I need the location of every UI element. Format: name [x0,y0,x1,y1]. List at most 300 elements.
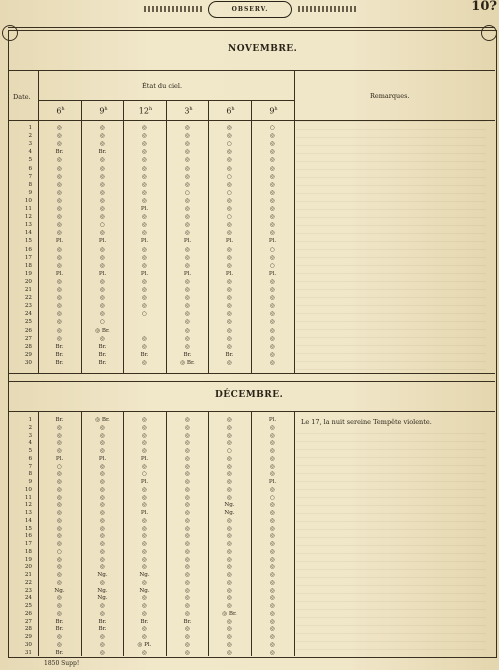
sky-observation: Br. [55,618,64,625]
sky-observation: ◎ [270,448,275,454]
sky-observation: ◎ [270,295,275,302]
day-number: 26 [24,327,32,334]
hour-header [82,106,125,116]
sky-observation: ◎ [100,133,105,140]
sky-observation: ◎ [185,206,190,212]
day-number: 11 [24,494,32,501]
sky-observation: ◎ [57,494,62,501]
sky-observation: ◎ [142,173,147,180]
sky-observation: ◎ [270,564,275,571]
col-rule [294,411,295,656]
sky-observation: ◎ [227,641,232,648]
sky-observation: ◎ [227,479,232,485]
sky-observation: ◎ [142,335,147,342]
sky-observation: ◎ [142,189,147,196]
sky-observation: ◎ [57,141,62,148]
sky-observation: ◎ [185,486,190,493]
sky-observation: ◎ [142,463,147,470]
sky-observation: ◎ [100,556,105,563]
sky-observation: ◎ [227,246,232,253]
sky-observation: ○ [100,319,105,326]
sky-observation: ◎ [185,295,190,302]
day-number: 19 [24,556,32,563]
sky-observation: ◎ [227,206,232,212]
sky-observation: ◎ [185,149,190,156]
sky-observation: ◎ [185,641,190,648]
sky-observation: ◎ [270,517,275,524]
sky-observation: ◎ [142,541,147,547]
sky-observation: ○ [227,173,232,180]
sky-observation: ◎ [270,222,275,229]
sky-observation: ◎ [270,533,275,540]
sky-observation: ◎ [185,595,190,602]
day-number: 2 [28,424,32,431]
sky-observation: ◎ [227,157,232,164]
day-number: 30 [24,359,32,366]
sky-observation: ◎ [270,165,275,172]
sky-observation: ◎ [57,181,62,188]
day-number: 28 [24,343,32,350]
day-number: 10 [24,486,32,493]
sky-observation: Pl. [268,270,277,277]
sky-observation: ◎ [185,525,190,532]
sky-observation: ◎ [100,206,105,212]
sky-observation: ◎ [142,432,147,439]
sky-observation: ◎ [185,564,190,571]
sky-observation: ○ [185,189,190,196]
page-header-ornament [140,0,360,20]
sky-observation: ◎ [100,173,105,180]
day-number: 20 [24,564,32,571]
sky-observation: ○ [270,262,275,269]
sky-observation: ○ [227,189,232,196]
sky-observation: ◎ [142,548,147,555]
sky-observation: Br. [55,351,64,358]
remarks-ruling-dec [296,430,486,650]
sky-observation: ◎ [57,222,62,229]
hour-value: 9 [99,106,105,116]
hour-header [252,106,295,116]
sky-observation: ◎ [57,595,62,602]
sky-observation: ◎ [142,303,147,310]
sky-observation: Br. [140,351,149,358]
sky-observation: Pl. [268,479,277,485]
sky-observation: ◎ [100,541,105,547]
sky-observation: Br. [183,351,192,358]
sky-observation: Pl. [140,238,149,245]
sky-observation: ◎ [270,133,275,140]
month-title-november: NOVEMBRE. [228,44,298,54]
day-number: 4 [28,440,32,447]
sky-observation: ◎ [270,432,275,439]
day-number: 27 [24,618,32,625]
sky-observation: ◎ [270,278,275,285]
sky-observation: ◎ [185,479,190,485]
sky-observation: ◎ [142,486,147,493]
ornament-right [298,6,356,12]
sky-observation: ◎ [227,548,232,555]
sky-observation: ◎ [142,359,147,366]
day-number: 21 [24,287,32,293]
sky-observation: Pl. [225,238,234,245]
sky-observation: ◎ [142,214,147,221]
rule [8,381,495,382]
sky-observation: ◎ [185,278,190,285]
day-number: 1 [28,417,32,423]
sky-observation: ◎ [142,287,147,293]
day-number: 9 [28,479,32,485]
sky-observation: ◎ [270,424,275,431]
hour-unit: h [104,106,108,112]
sky-observation: ◎ [185,502,190,509]
sky-observation: ◎ [142,417,147,423]
day-number: 15 [24,238,32,245]
sky-observation: ◎ [142,634,147,640]
sky-observation: Pl. [140,510,149,516]
sky-observation: ◎ [227,587,232,594]
hour-unit: h [274,106,278,112]
sky-observation: ◎ [270,610,275,617]
sky-observation: ◎ [185,311,190,318]
sky-observation: ◎ [185,649,190,656]
sky-observation: ◎ [142,448,147,454]
sky-observation: Pl. [98,270,107,277]
sky-observation: ◎ [227,303,232,310]
sky-observation: ◎ [227,278,232,285]
sky-observation: ◎ [185,157,190,164]
sky-observation: Br. [98,359,107,366]
hour-unit: h [231,106,235,112]
day-number: 16 [24,533,32,540]
day-number: 3 [28,141,32,148]
sky-observation: ◎ [227,463,232,470]
sky-observation: ○ [57,548,62,555]
sky-observation: ◎ [185,125,190,131]
sky-observation: ○ [100,222,105,229]
sky-observation: ◎ [100,432,105,439]
sky-observation: ◎ [227,556,232,563]
day-number: 1 [28,125,32,131]
sky-observation: Pl. [55,455,64,462]
december-remark: Le 17, la nuit sereine Tempête violente. [301,418,432,426]
sky-observation: ◎ [142,197,147,204]
sky-observation: ◎ [57,502,62,509]
sky-observation: ◎ [142,125,147,131]
sky-observation: ◎ [227,595,232,602]
sky-observation: ◎ [185,287,190,293]
sky-observation: ◎ [57,165,62,172]
sky-observation: ◎ [57,579,62,586]
sky-observation: ◎ [142,165,147,172]
sky-observation: ◎ [185,230,190,237]
remarks-header: Remarques. [370,92,410,100]
sky-observation: Ng. [139,587,150,594]
sky-observation: ◎ [185,510,190,516]
sky-observation: ◎ [142,295,147,302]
sky-observation: Br. [98,351,107,358]
sky-observation: ◎ [270,455,275,462]
sky-observation: ◎ [57,173,62,180]
sky-observation: Pl. [183,238,192,245]
sky-observation: ◎ [185,533,190,540]
sky-observation: ◎ [227,432,232,439]
day-number: 18 [24,262,32,269]
sky-observation: ◎ [142,246,147,253]
sky-observation: Ng. [54,587,65,594]
sky-observation: ◎ [185,610,190,617]
sky-observation: ◎ [100,165,105,172]
sky-observation: ○ [227,141,232,148]
sky-observation: ◎ [100,197,105,204]
sky-observation: ◎ [185,587,190,594]
sky-observation: ◎ [57,287,62,293]
sky-observation: ◎ [142,278,147,285]
sky-observation: ◎ [100,641,105,648]
sky-observation: ◎ [142,533,147,540]
sky-observation: ◎ [142,222,147,229]
sky-observation: ◎ [100,564,105,571]
hour-unit: h [148,106,153,112]
sky-observation: ◎ [100,335,105,342]
day-number: 12 [24,214,32,221]
sky-observation: ◎ [185,262,190,269]
sky-observation: ◎ [185,197,190,204]
rule [8,70,495,71]
day-number: 13 [24,510,32,516]
day-number: 28 [24,626,32,633]
sky-observation: ◎ [227,440,232,447]
date-header: Date. [13,93,31,101]
day-number: 29 [24,634,32,640]
sky-observation: ◎ [227,525,232,532]
sky-observation: ◎ [57,432,62,439]
sky-observation: ◎ [142,603,147,609]
sky-observation: ◎ [270,173,275,180]
sky-observation: ◎ [185,319,190,326]
sky-observation: ◎ [227,603,232,609]
day-number: 14 [24,230,32,237]
day-number: 18 [24,548,32,555]
sky-observation: ◎ [100,502,105,509]
sky-observation: ◎ [142,649,147,656]
sky-observation: ◎ [57,556,62,563]
sky-observation: ◎ [142,525,147,532]
sky-observation: ◎ [100,634,105,640]
day-number: 5 [28,448,32,454]
sky-observation: ◎ [57,533,62,540]
sky-observation: ◎ [57,471,62,478]
remarks-ruling-nov [296,120,486,370]
sky-observation: ◎ [57,189,62,196]
sky-observation: ◎ [227,222,232,229]
sky-observation: ◎ [185,471,190,478]
sky-observation: Pl. [140,206,149,212]
day-number: 16 [24,246,32,253]
hour-value: 3 [184,106,190,116]
sky-observation: ◎ [57,424,62,431]
month-title-december: DÉCEMBRE. [215,390,284,400]
day-number: 8 [28,181,32,188]
sky-observation: ◎ [100,463,105,470]
sky-observation: ◎ [227,359,232,366]
sky-observation: ◎ [270,149,275,156]
day-number: 27 [24,335,32,342]
sky-observation: ◎ [57,311,62,318]
sky-observation: ◎ [227,564,232,571]
hour-value: 6 [56,106,62,116]
sky-observation: Pl. [225,270,234,277]
day-number: 6 [28,455,32,462]
sky-observation: ◎ [227,626,232,633]
sky-observation: ○ [142,471,147,478]
sky-observation: ◎ [100,486,105,493]
sky-observation: ◎ [57,262,62,269]
sky-observation: Pl. [268,238,277,245]
sky-observation: Br. [55,649,64,656]
sky-observation: ◎ [57,479,62,485]
sky-observation: ◎ [270,603,275,609]
day-number: 12 [24,502,32,509]
sky-observation: Pl. [183,270,192,277]
sky-observation: ◎ [100,157,105,164]
sky-observation: ◎ [57,197,62,204]
sky-observation: ◎ [185,626,190,633]
sky-observation: Ng. [97,572,108,578]
sky-observation: ◎ [57,319,62,326]
sky-observation: ◎ [270,311,275,318]
sky-observation: ◎ [185,556,190,563]
sky-observation: ◎ [57,603,62,609]
sky-observation: ◎ [227,541,232,547]
sky-observation: Br. [55,626,64,633]
day-number: 21 [24,572,32,578]
rule [8,373,495,374]
sky-observation: ◎ [270,649,275,656]
sky-observation: ◎ [142,502,147,509]
sky-observation: ◎ [185,222,190,229]
sky-observation: ◎ [100,479,105,485]
day-number: 5 [28,157,32,164]
sky-observation: Ng. [224,502,235,509]
sky-observation: ◎ [142,595,147,602]
sky-observation: ◎ [142,157,147,164]
sky-observation: ◎ [185,165,190,172]
sky-observation: ◎ [270,634,275,640]
sky-observation: ◎ [227,634,232,640]
day-number: 9 [28,189,32,196]
day-number: 3 [28,432,32,439]
sky-observation: ◎ [100,424,105,431]
day-number: 24 [24,311,32,318]
day-number: 24 [24,595,32,602]
sky-observation: ◎ [185,494,190,501]
sky-observation: ◎ [185,440,190,447]
day-number: 30 [24,641,32,648]
sky-observation: ○ [270,494,275,501]
sky-observation: Br. [98,343,107,350]
sky-observation: ◎ [57,572,62,578]
sky-observation: ◎ [142,149,147,156]
sky-observation: ◎ [185,455,190,462]
day-number: 8 [28,471,32,478]
sky-observation: ◎ [270,618,275,625]
sky-observation: ◎ [185,572,190,578]
sky-observation: ◎ [227,486,232,493]
sky-observation: ◎ Br. [95,417,110,423]
sky-observation: ◎ [270,440,275,447]
sky-observation: Pl. [98,455,107,462]
sky-observation: ◎ [270,303,275,310]
sky-observation: ◎ [270,189,275,196]
sky-observation: ◎ [100,610,105,617]
sky-observation: ◎ [270,595,275,602]
sky-observation: ◎ [57,440,62,447]
sky-observation: ◎ [100,525,105,532]
sky-observation: ◎ [270,579,275,586]
sky-observation: ◎ [100,440,105,447]
day-number: 25 [24,319,32,326]
sky-observation: ◎ [142,610,147,617]
sky-observation: ◎ [270,510,275,516]
sky-observation: ◎ [57,254,62,261]
sky-observation: ◎ [227,327,232,334]
hour-unit: h [189,106,193,112]
sky-observation: ◎ [185,141,190,148]
sky-observation: ◎ [270,230,275,237]
day-number: 31 [24,649,32,656]
hour-header [124,106,167,116]
sky-observation: ◎ [100,603,105,609]
sky-observation: ◎ [270,319,275,326]
day-number: 25 [24,603,32,609]
sky-observation: ◎ [270,335,275,342]
day-number: 6 [28,165,32,172]
sky-observation: ◎ [270,556,275,563]
sky-observation: ◎ Br. [180,359,195,366]
sky-observation: ◎ [270,214,275,221]
header-cartouche: OBSERV. [208,1,292,18]
sky-observation: ◎ [270,351,275,358]
sky-observation: Br. [55,343,64,350]
day-number: 22 [24,579,32,586]
sky-observation: ◎ [57,125,62,131]
sky-observation: ◎ [142,262,147,269]
sky-observation: ◎ [185,327,190,334]
sky-observation: ○ [227,214,232,221]
sky-observation: ◎ [270,287,275,293]
ornament-left [144,6,202,12]
hour-header [209,106,252,116]
day-number: 20 [24,278,32,285]
sky-observation: ◎ [100,548,105,555]
sky-observation: Br. [225,351,234,358]
sky-observation: Br. [98,626,107,633]
sky-observation: ◎ [100,649,105,656]
sky-observation: ○ [142,311,147,318]
footer-imprint: 1850 Supp! [44,660,80,667]
hour-header [167,106,210,116]
sky-observation: ◎ [100,214,105,221]
day-number: 17 [24,541,32,547]
sky-observation: ◎ [185,254,190,261]
sky-observation: Br. [140,618,149,625]
sky-observation: Ng. [97,595,108,602]
sky-observation: ◎ [100,579,105,586]
hour-header [39,106,82,116]
sky-observation: ◎ [100,141,105,148]
sky-observation: Pl. [140,455,149,462]
sky-observation: ◎ [227,335,232,342]
